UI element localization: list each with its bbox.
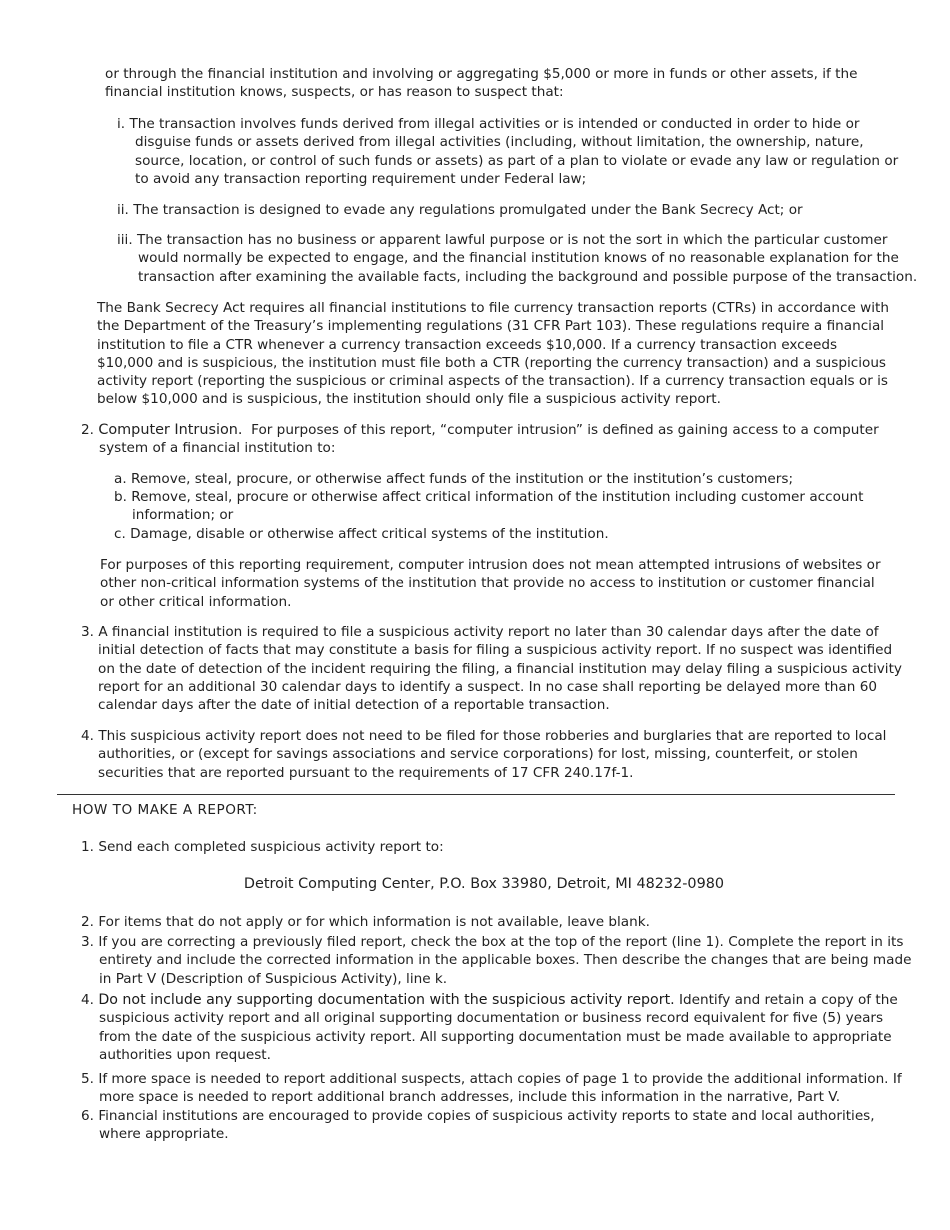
computer-intrusion-note: For purposes of this reporting requirement, computer intrusion does not mean attempted intrusions of websites or other non-critical information systems of the institution that provide no access to institution or customer financial or other critical information. (100, 557, 881, 610)
subitem-iii (117, 231, 920, 286)
how-to-step-3 (81, 933, 914, 988)
list-text: Damage, disable or otherwise affect critical systems of the institution. (130, 526, 609, 542)
item-2-computer-intrusion (81, 421, 899, 458)
list-text: Remove, steal, procure or otherwise affect critical information of the institution including customer account information; or (131, 489, 864, 524)
item-number: 4. (81, 728, 94, 744)
how-to-step-4 (81, 991, 914, 1064)
subitem-label: iii. (117, 232, 133, 248)
step-number: 1. (81, 839, 94, 855)
item-3-filing-deadline (81, 623, 908, 714)
mailing-address: Detroit Computing Center, P.O. Box 33980, Detroit, MI 48232-0980 (243, 876, 725, 892)
step-text: For items that do not apply or for which information is not available, leave blank. (98, 914, 650, 930)
list-label: b. (114, 489, 127, 505)
step-number: 5. (81, 1071, 94, 1087)
item-4-exemptions (81, 727, 908, 782)
item-number: 3. (81, 624, 94, 640)
step-text: Identify and retain a copy of the suspicious activity report and all original supporting documentation or business record equivalent for five (5) years from the date of the suspicious activity report. All supporting documentation must be made available to appropriate authorities upon request. (99, 992, 898, 1063)
list-item-b (114, 488, 912, 525)
item-text: This suspicious activity report does not need to be filed for those robberies and burglaries that are reported to local authorities, or (except for savings associations and service corporations) for lost, missing, counterfeit, or stolen securities that are reported pursuant to the requirements of 17 CFR 240.17f-1. (98, 728, 887, 781)
how-to-step-1 (81, 838, 444, 856)
item-text: For purposes of this report, “computer intrusion” is defined as gaining access to a computer system of a financial institution to: (99, 422, 879, 457)
step-lead: Do not include any supporting documentation with the suspicious activity report. (98, 992, 675, 1008)
how-to-heading: HOW TO MAKE A REPORT: (72, 802, 258, 818)
subitem-label: ii. (117, 202, 129, 218)
list-label: a. (114, 471, 127, 487)
subitem-text: The transaction is designed to evade any regulations promulgated under the Bank Secrecy Act; or (133, 202, 803, 218)
list-item-c (114, 525, 912, 543)
step-text: Financial institutions are encouraged to provide copies of suspicious activity reports to state and local authorities, where appropriate. (98, 1108, 875, 1143)
how-to-step-5 (81, 1070, 914, 1107)
step-text: If you are correcting a previously filed report, check the box at the top of the report (line 1). Complete the report in its entirety and include the corrected information in the applicable boxes. Then describe the changes that are being made in Part V (Description of Suspicious Activity), line k. (98, 934, 912, 987)
item-number: 2. (81, 422, 94, 438)
section-divider (57, 794, 895, 795)
step-number: 3. (81, 934, 94, 950)
how-to-step-2 (81, 913, 914, 931)
step-text: If more space is needed to report additional suspects, attach copies of page 1 to provide the additional information. If more space is needed to report additional branch addresses, include this information in the narrative, Part V. (98, 1071, 902, 1106)
subitem-text: The transaction involves funds derived from illegal activities or is intended or conducted in order to hide or disguise funds or assets derived from illegal activities (including, without limitation, the ownership, nature, source, location, or control of such funds or assets) as part of a plan to violate or evade any law or regulation or to avoid any transaction reporting requirement under Federal law; (129, 116, 899, 187)
step-number: 4. (81, 992, 94, 1008)
list-text: Remove, steal, procure, or otherwise affect funds of the institution or the institution’s customers; (130, 471, 794, 487)
step-number: 6. (81, 1108, 94, 1124)
item-text: A financial institution is required to file a suspicious activity report no later than 30 calendar days after the date of initial detection of facts that may constitute a basis for filing a suspicious activity report. If no suspect was identified on the date of detection of the incident requiring the filing, a financial institution may delay filing a suspicious activity report for an additional 30 calendar days to identify a suspect. In no case shall reporting be delayed more than 60 calendar days after the date of initial detection of a reportable transaction. (98, 624, 902, 714)
subitem-i (117, 115, 913, 188)
subitem-label: i. (117, 116, 126, 132)
step-text: Send each completed suspicious activity report to: (98, 839, 444, 855)
subitem-ii (117, 201, 913, 219)
how-to-step-6 (81, 1107, 914, 1144)
continuation-paragraph: or through the financial institution and involving or aggregating $5,000 or more in funds or other assets, if the financial institution knows, suspects, or has reason to suspect that: (105, 66, 858, 101)
list-item-a (114, 470, 912, 488)
bank-secrecy-act-paragraph: The Bank Secrecy Act requires all financial institutions to file currency transaction reports (CTRs) in accordance with the Department of the Treasury’s implementing regulations (31 CFR Part 103). These regulations require a financial institution to file a CTR whenever a currency transaction exceeds $10,000. If a currency transaction exceeds $10,000 and is suspicious, the institution must file both a CTR (reporting the currency transaction) and a suspicious activity report (reporting the suspicious or criminal aspects of the transaction). If a currency transaction equals or is below $10,000 and is suspicious, the institution should only file a suspicious activity report. (97, 300, 889, 408)
step-number: 2. (81, 914, 94, 930)
subitem-text: The transaction has no business or apparent lawful purpose or is not the sort in which the particular customer would normally be expected to engage, and the financial institution knows of no reasonable explanation for the transaction after examining the available facts, including the background and possible purpose of the transaction. (136, 232, 918, 285)
item-heading: Computer Intrusion. (98, 422, 243, 438)
list-label: c. (114, 526, 126, 542)
